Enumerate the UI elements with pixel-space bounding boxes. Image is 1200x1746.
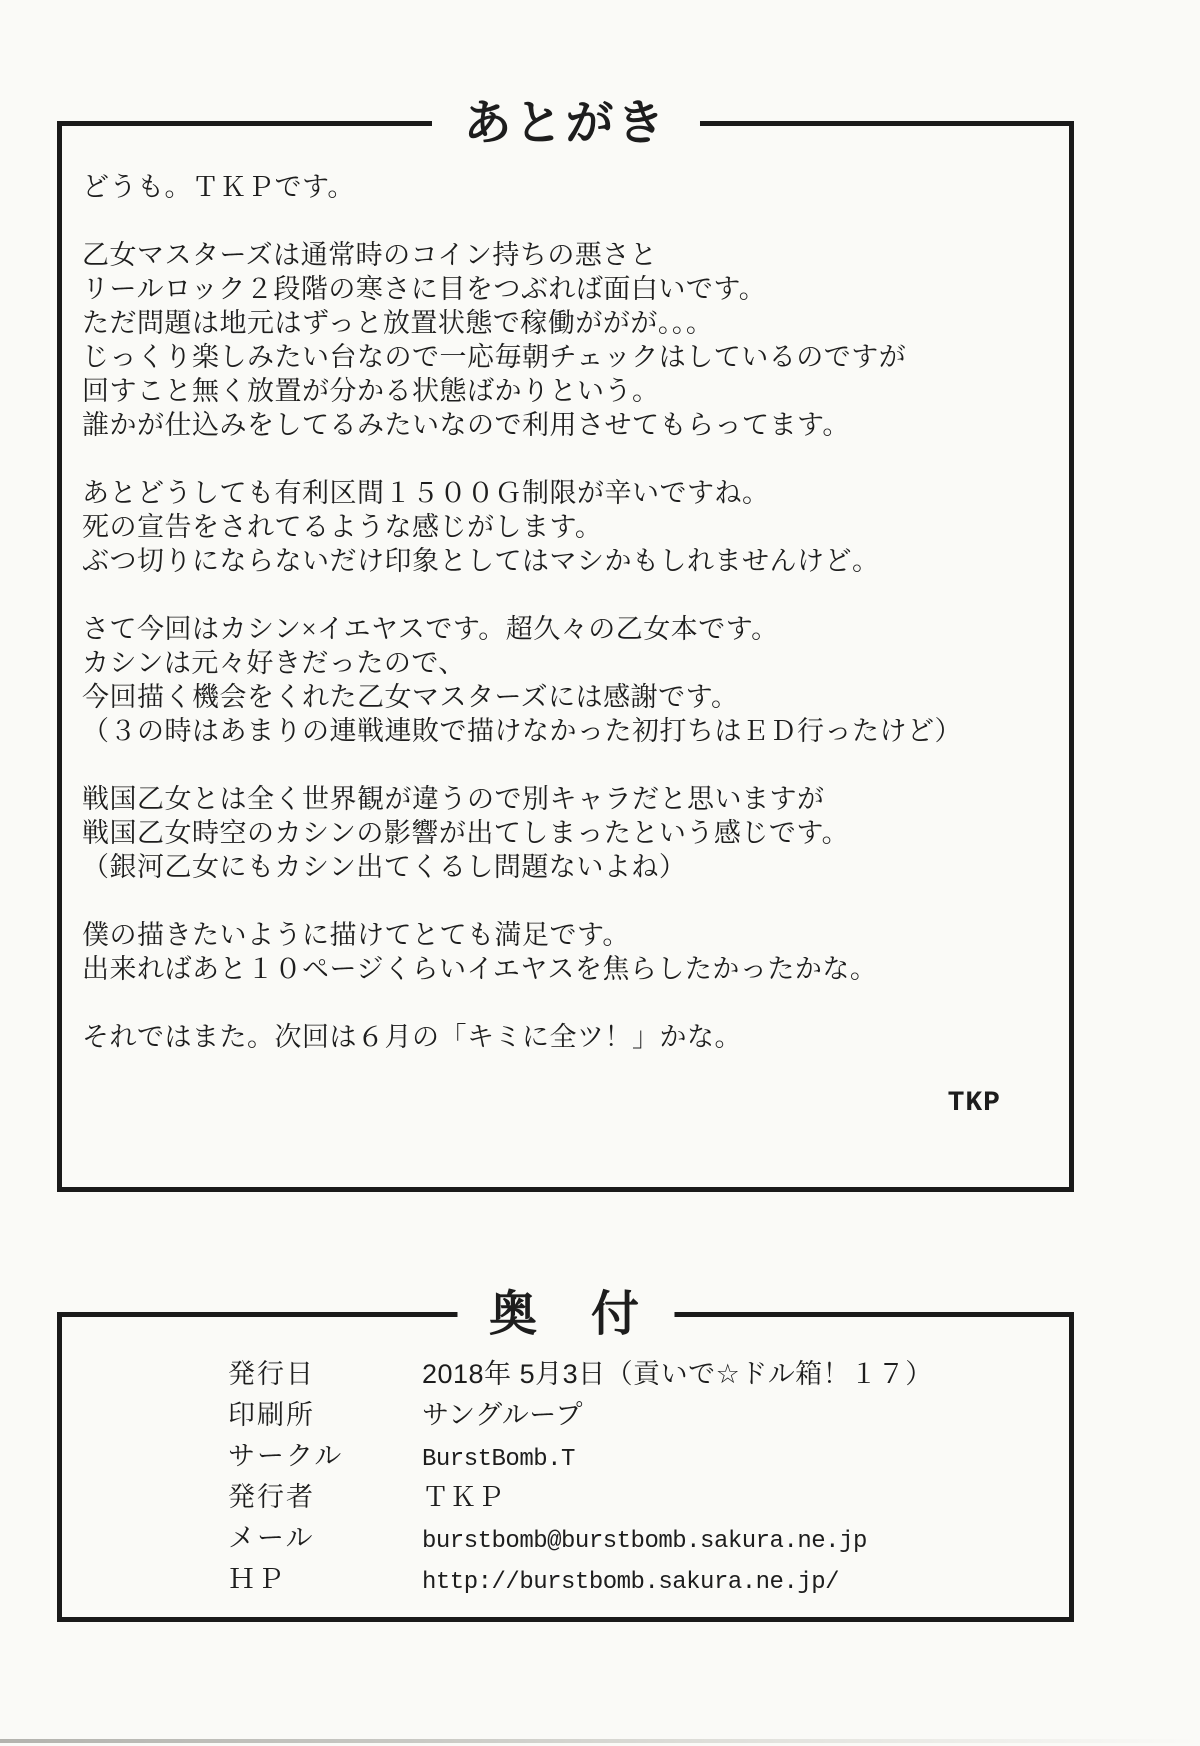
text-line [82, 986, 1049, 1020]
colophon-value: ＴＫＰ [422, 1482, 505, 1512]
colophon-row-circle [228, 1434, 1049, 1475]
colophon-title: 奥 付 [457, 1286, 674, 1344]
text-line: どうも。ＴＫＰです。 [82, 172, 355, 202]
text-line: それではまた。次回は６月の「キミに全ツ！」かな。 [82, 1022, 742, 1052]
text-line: さて今回はカシン×イエヤスです。超久々の乙女本です。 [82, 614, 779, 644]
author-signature: TKP [947, 1088, 1001, 1119]
text-line [82, 748, 1049, 782]
colophon-value: サングループ [422, 1400, 583, 1430]
colophon-value: 2018年 5月3日（貢いで☆ドル箱！１７） [422, 1359, 933, 1389]
afterword-body [62, 126, 1069, 1054]
text-line [82, 204, 1049, 238]
colophon-label: ＨＰ [228, 1564, 286, 1594]
afterword-title: あとがき [431, 95, 699, 153]
text-line [82, 442, 1049, 476]
colophon-row-publisher [228, 1475, 1049, 1516]
colophon-row-email [228, 1516, 1049, 1557]
colophon-row-printer [228, 1393, 1049, 1434]
text-line: じっくり楽しみたい台なので一応毎朝チェックはしているのですが [82, 342, 907, 372]
text-line: 戦国乙女とは全く世界観が違うので別キャラだと思いますが [82, 784, 825, 814]
colophon-label: サークル [228, 1441, 344, 1471]
scan-edge-artifact [0, 1739, 1200, 1743]
colophon-label: 発行者 [228, 1482, 315, 1512]
text-line: あとどうしても有利区間１５００Ｇ制限が辛いですね。 [82, 478, 770, 508]
text-line [82, 884, 1049, 918]
colophon-section [57, 1288, 1074, 1622]
text-line: （３の時はあまりの連戦連敗で描けなかった初打ちはＥＤ行ったけど） [82, 716, 962, 746]
colophon-value: BurstBomb.T [422, 1446, 575, 1473]
colophon-label: 発行日 [228, 1359, 315, 1389]
text-line: 死の宣告をされてるような感じがします。 [82, 512, 603, 542]
colophon-label: 印刷所 [228, 1400, 315, 1430]
colophon-label: メール [228, 1523, 315, 1553]
colophon-row-publish-date [228, 1352, 1049, 1393]
colophon-value: burstbomb@burstbomb.sakura.ne.jp [422, 1528, 867, 1555]
text-line: 乙女マスターズは通常時のコイン持ちの悪さと [82, 240, 658, 270]
colophon-body [62, 1317, 1069, 1598]
text-line: 誰かが仕込みをしてるみたいなので利用させてもらってます。 [82, 410, 850, 440]
text-line: カシンは元々好きだったので、 [82, 648, 466, 678]
text-line: 出来ればあと１０ページくらいイエヤスを焦らしたかったかな。 [82, 954, 878, 984]
text-line: ただ問題は地元はずっと放置状態で稼働ががが。。。 [82, 308, 714, 338]
text-line: 回すこと無く放置が分かる状態ばかりという。 [82, 376, 660, 406]
afterword-section [57, 97, 1074, 1192]
text-line: 戦国乙女時空のカシンの影響が出てしまったという感じです。 [82, 818, 850, 848]
text-line: 僕の描きたいように描けてとても満足です。 [82, 920, 630, 950]
text-line: （銀河乙女にもカシン出てくるし問題ないよね） [82, 852, 687, 882]
text-line: リールロック２段階の寒さに目をつぶれば面白いです。 [82, 274, 767, 304]
text-line: 今回描く機会をくれた乙女マスターズには感謝です。 [82, 682, 739, 712]
colophon-row-homepage [228, 1557, 1049, 1598]
text-line: ぶつ切りにならないだけ印象としてはマシかもしれませんけど。 [82, 546, 880, 576]
text-line [82, 578, 1049, 612]
colophon-value: http://burstbomb.sakura.ne.jp/ [422, 1569, 840, 1596]
